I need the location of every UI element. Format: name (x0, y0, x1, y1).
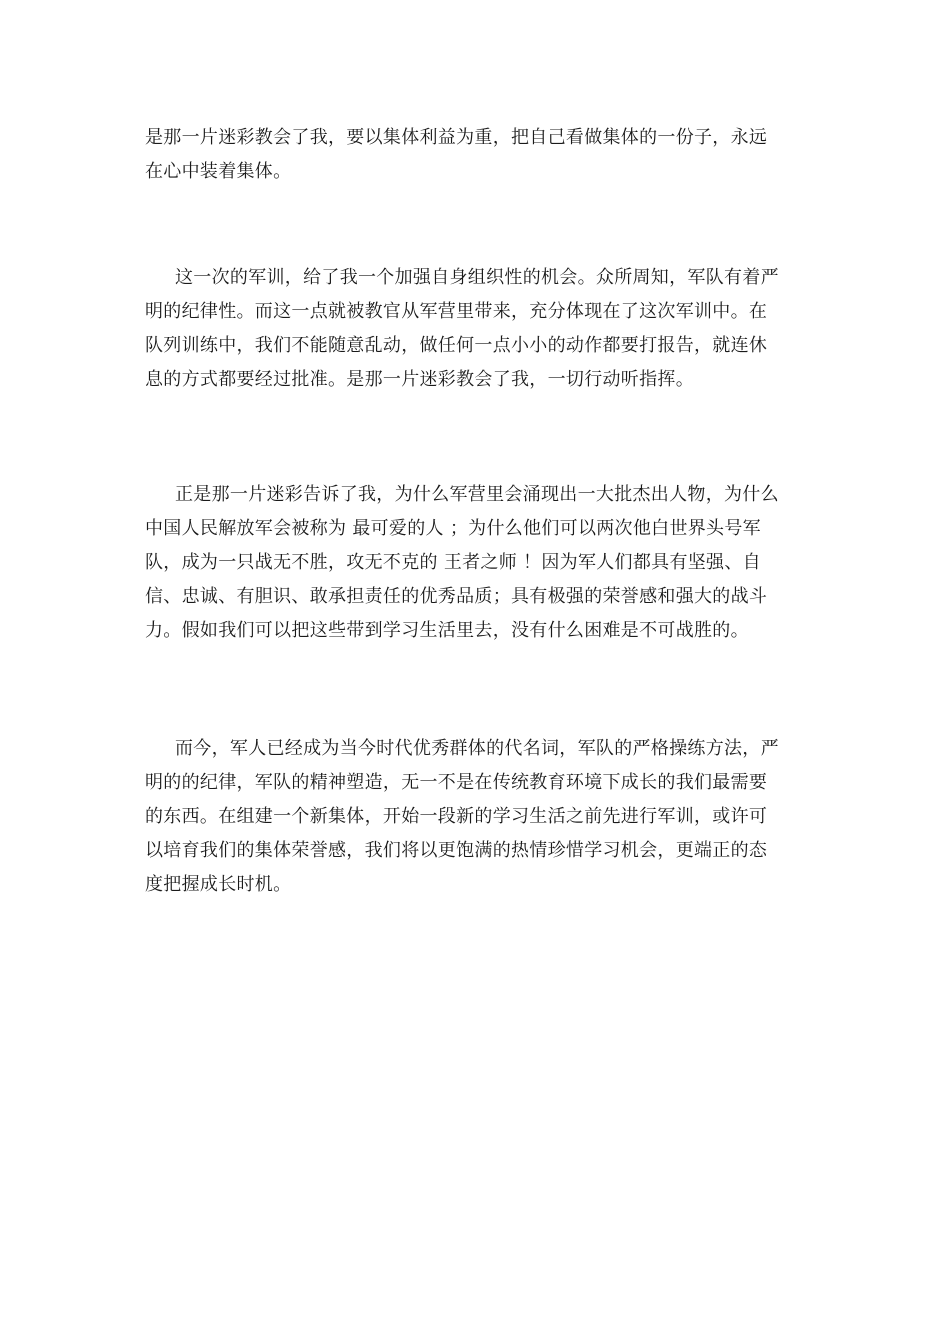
text-line: 这一次的军训，给了我一个加强自身组织性的机会。众所周知，军队有着严 (175, 267, 779, 288)
text-line: 明的的纪律，军队的精神塑造，无一不是在传统教育环境下成长的我们最需要 (145, 772, 768, 793)
text-line: 是那一片迷彩教会了我，要以集体利益为重，把自己看做集体的一份子，永远 (145, 127, 768, 148)
text-line: 以培育我们的集体荣誉感，我们将以更饱满的热情珍惜学习机会，更端正的态 (145, 840, 768, 861)
paragraph-1 (145, 121, 810, 189)
paragraph-4 (145, 732, 810, 902)
text-line: 的东西。在组建一个新集体，开始一段新的学习生活之前先进行军训，或许可 (145, 806, 768, 827)
text-line: 力。假如我们可以把这些带到学习生活里去，没有什么困难是不可战胜的。 (145, 620, 749, 641)
text-line: 中国人民解放军会被称为 最可爱的人 ；为什么他们可以两次他白世界头号军 (145, 518, 761, 539)
text-line: 正是那一片迷彩告诉了我，为什么军营里会涌现出一大批杰出人物，为什么 (175, 484, 779, 505)
text-line: 而今，军人已经成为当今时代优秀群体的代名词，军队的严格操练方法，严 (175, 738, 779, 759)
text-line: 信、忠诚、有胆识、敢承担责任的优秀品质；具有极强的荣誉感和强大的战斗 (145, 586, 768, 607)
text-line: 息的方式都要经过批准。是那一片迷彩教会了我，一切行动听指挥。 (145, 369, 694, 390)
text-line: 度把握成长时机。 (145, 874, 292, 895)
text-line: 队，成为一只战无不胜，攻无不克的 王者之师 ！因为军人们都具有坚强、自 (145, 552, 761, 573)
text-line: 明的纪律性。而这一点就被教官从军营里带来，充分体现在了这次军训中。在 (145, 301, 768, 322)
text-line: 在心中装着集体。 (145, 161, 292, 182)
paragraph-3 (145, 478, 810, 648)
text-line: 队列训练中，我们不能随意乱动，做任何一点小小的动作都要打报告，就连休 (145, 335, 768, 356)
paragraph-2 (145, 261, 810, 397)
